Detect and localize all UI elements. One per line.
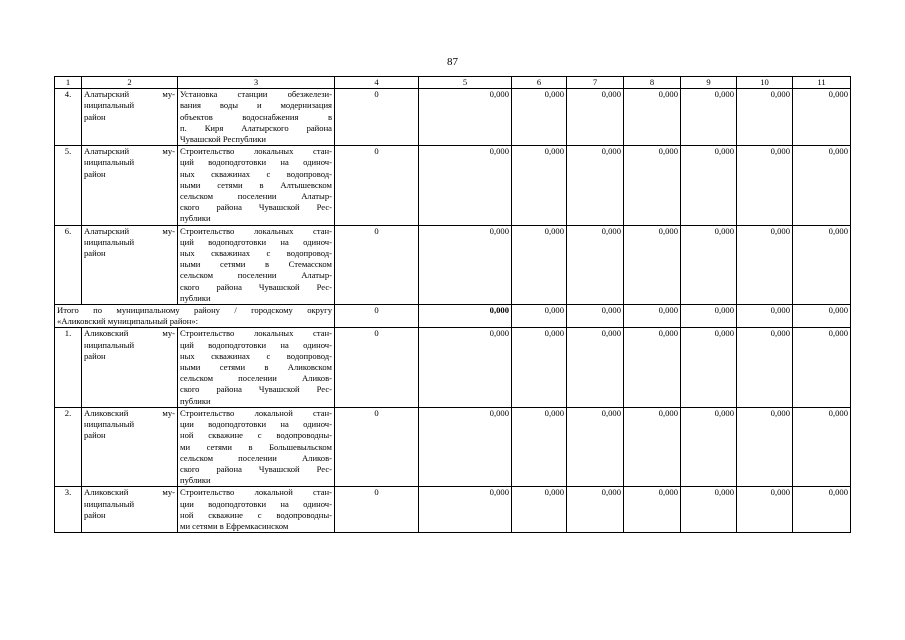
value-cell: 0,000 [567,146,624,225]
value-cell: 0,000 [793,305,851,328]
page-number: 87 [447,56,458,68]
value-cell: 0,000 [793,407,851,486]
region-cell [82,407,178,486]
text-line: Строительство локальной стан- [180,487,332,498]
value-cell: 0,000 [624,328,681,407]
value-cell: 0,000 [512,487,567,533]
value-cell: 0,000 [681,407,737,486]
region-cell [82,146,178,225]
text-line: Аликовский му- [84,328,175,339]
value-cell: 0,000 [567,225,624,304]
text-line: Алатырский му- [84,225,175,236]
text-line: Алатырский му- [84,89,175,100]
text-line: ной скважине с водопроводны- [180,430,332,441]
value-cell: 0,000 [567,305,624,328]
value-cell: 0,000 [419,89,512,146]
value-cell: 0,000 [737,225,793,304]
text-line: ными сетями в Аликовском [180,362,332,373]
value-cell: 0,000 [793,146,851,225]
value-cell: 0,000 [512,305,567,328]
value-cell: 0,000 [793,225,851,304]
column-header: 1 [55,77,82,89]
description-cell [178,89,335,146]
table-row [55,328,851,407]
text-line: ций водоподготовки на одиноч- [180,236,332,247]
text-line: ниципальный [84,498,135,509]
value-cell: 0,000 [419,487,512,533]
value-cell: 0 [335,328,419,407]
text-line: ниципальный [84,157,135,168]
column-header: 6 [512,77,567,89]
text-line: ского района Чувашской Рес- [180,281,332,292]
text-line: ных скважинах с водопровод- [180,350,332,361]
value-cell: 0,000 [737,146,793,225]
column-header: 4 [335,77,419,89]
region-cell [82,225,178,304]
text-line: сельском поселении Алатыр- [180,191,332,202]
text-line: сельском поселении Аликов- [180,452,332,463]
text-line: ского района Чувашской Рес- [180,202,332,213]
column-header: 8 [624,77,681,89]
text-line: Чувашской Республики [180,134,266,145]
value-cell: 0,000 [681,225,737,304]
text-line: ниципальный [84,339,135,350]
row-number: 5. [55,146,82,225]
description-cell [178,146,335,225]
table-row [55,89,851,146]
column-header: 3 [178,77,335,89]
text-line: район [84,430,106,441]
text-line: публики [180,475,211,486]
value-cell: 0,000 [737,487,793,533]
text-line: район [84,111,106,122]
text-line: вания воды и модернизация [180,100,332,111]
text-line: Строительство локальных стан- [180,146,332,157]
text-line: ми сетями в Большевыльском [180,441,332,452]
region-cell [82,89,178,146]
value-cell: 0,000 [624,305,681,328]
description-cell [178,328,335,407]
text-line: ций водоподготовки на одиноч- [180,157,332,168]
column-header-row [55,77,851,89]
text-line: сельском поселении Аликов- [180,373,332,384]
value-cell: 0,000 [419,328,512,407]
value-cell: 0,000 [681,487,737,533]
region-cell [82,487,178,533]
value-cell: 0 [335,146,419,225]
value-cell: 0,000 [624,89,681,146]
text-line: Установка станции обезжелези- [180,89,332,100]
text-line: ниципальный [84,100,135,111]
column-header: 2 [82,77,178,89]
text-line: ниципальный [84,236,135,247]
value-cell: 0 [335,407,419,486]
text-line: Алатырский му- [84,146,175,157]
total-label [55,305,335,328]
total-sum-cell: 0,000 [419,305,512,328]
text-line: Итого по муниципальному району / городскому округу [57,305,332,316]
value-cell: 0,000 [567,487,624,533]
value-cell: 0,000 [737,89,793,146]
value-cell: 0,000 [624,146,681,225]
value-cell: 0,000 [737,305,793,328]
text-line: ными сетями в Алтышевском [180,179,332,190]
value-cell: 0 [335,305,419,328]
value-cell: 0,000 [624,225,681,304]
value-cell: 0,000 [681,146,737,225]
region-cell [82,328,178,407]
text-line: Аликовский му- [84,487,175,498]
value-cell: 0,000 [793,89,851,146]
value-cell: 0,000 [567,89,624,146]
value-cell: 0,000 [419,225,512,304]
text-line: «Аликовский муниципальный район»: [57,316,199,327]
description-cell [178,487,335,533]
value-cell: 0,000 [512,407,567,486]
text-line: ции водоподготовки на одиноч- [180,498,332,509]
text-line: Аликовский му- [84,407,175,418]
text-line: публики [180,213,211,224]
column-header: 5 [419,77,512,89]
text-line: район [84,168,106,179]
column-header: 10 [737,77,793,89]
value-cell: 0,000 [512,328,567,407]
text-line: ского района Чувашской Рес- [180,463,332,474]
value-cell: 0 [335,487,419,533]
text-line: ций водоподготовки на одиноч- [180,339,332,350]
text-line: район [84,350,106,361]
text-line: ции водоподготовки на одиноч- [180,419,332,430]
text-line: ными сетями в Стемасском [180,259,332,270]
row-number: 1. [55,328,82,407]
value-cell: 0,000 [793,487,851,533]
value-cell: 0,000 [624,487,681,533]
text-line: ского района Чувашской Рес- [180,384,332,395]
value-cell: 0,000 [737,407,793,486]
text-line: Строительство локальной стан- [180,407,332,418]
value-cell: 0,000 [624,407,681,486]
column-header: 11 [793,77,851,89]
text-line: район [84,509,106,520]
text-line: ных скважинах с водопровод- [180,248,332,259]
value-cell: 0,000 [681,328,737,407]
text-line: ных скважинах с водопровод- [180,168,332,179]
value-cell: 0,000 [567,407,624,486]
text-line: район [84,248,106,259]
text-line: сельском поселении Алатыр- [180,270,332,281]
table-row [55,225,851,304]
data-table [54,76,851,533]
row-number: 3. [55,487,82,533]
value-cell: 0,000 [793,328,851,407]
value-cell: 0,000 [419,407,512,486]
row-number: 4. [55,89,82,146]
value-cell: 0,000 [681,305,737,328]
row-number: 2. [55,407,82,486]
text-line: ниципальный [84,419,135,430]
text-line: Строительство локальных стан- [180,328,332,339]
table-row [55,487,851,533]
column-header: 9 [681,77,737,89]
text-line: Строительство локальных стан- [180,225,332,236]
text-line: публики [180,292,211,303]
description-cell [178,225,335,304]
table-row [55,146,851,225]
column-header: 7 [567,77,624,89]
value-cell: 0,000 [512,89,567,146]
text-line: ной скважине с водопроводны- [180,509,332,520]
total-row [55,305,851,328]
value-cell: 0,000 [512,225,567,304]
value-cell: 0,000 [512,146,567,225]
text-line: объектов водоснабжения в [180,111,332,122]
row-number: 6. [55,225,82,304]
value-cell: 0,000 [567,328,624,407]
description-cell [178,407,335,486]
text-line: п. Киря Алатырского района [180,122,332,133]
text-line: публики [180,395,211,406]
value-cell: 0 [335,89,419,146]
value-cell: 0,000 [419,146,512,225]
value-cell: 0,000 [681,89,737,146]
text-line: ми сетями в Ефремкасинском [180,520,289,531]
table-row [55,407,851,486]
value-cell: 0 [335,225,419,304]
value-cell: 0,000 [737,328,793,407]
